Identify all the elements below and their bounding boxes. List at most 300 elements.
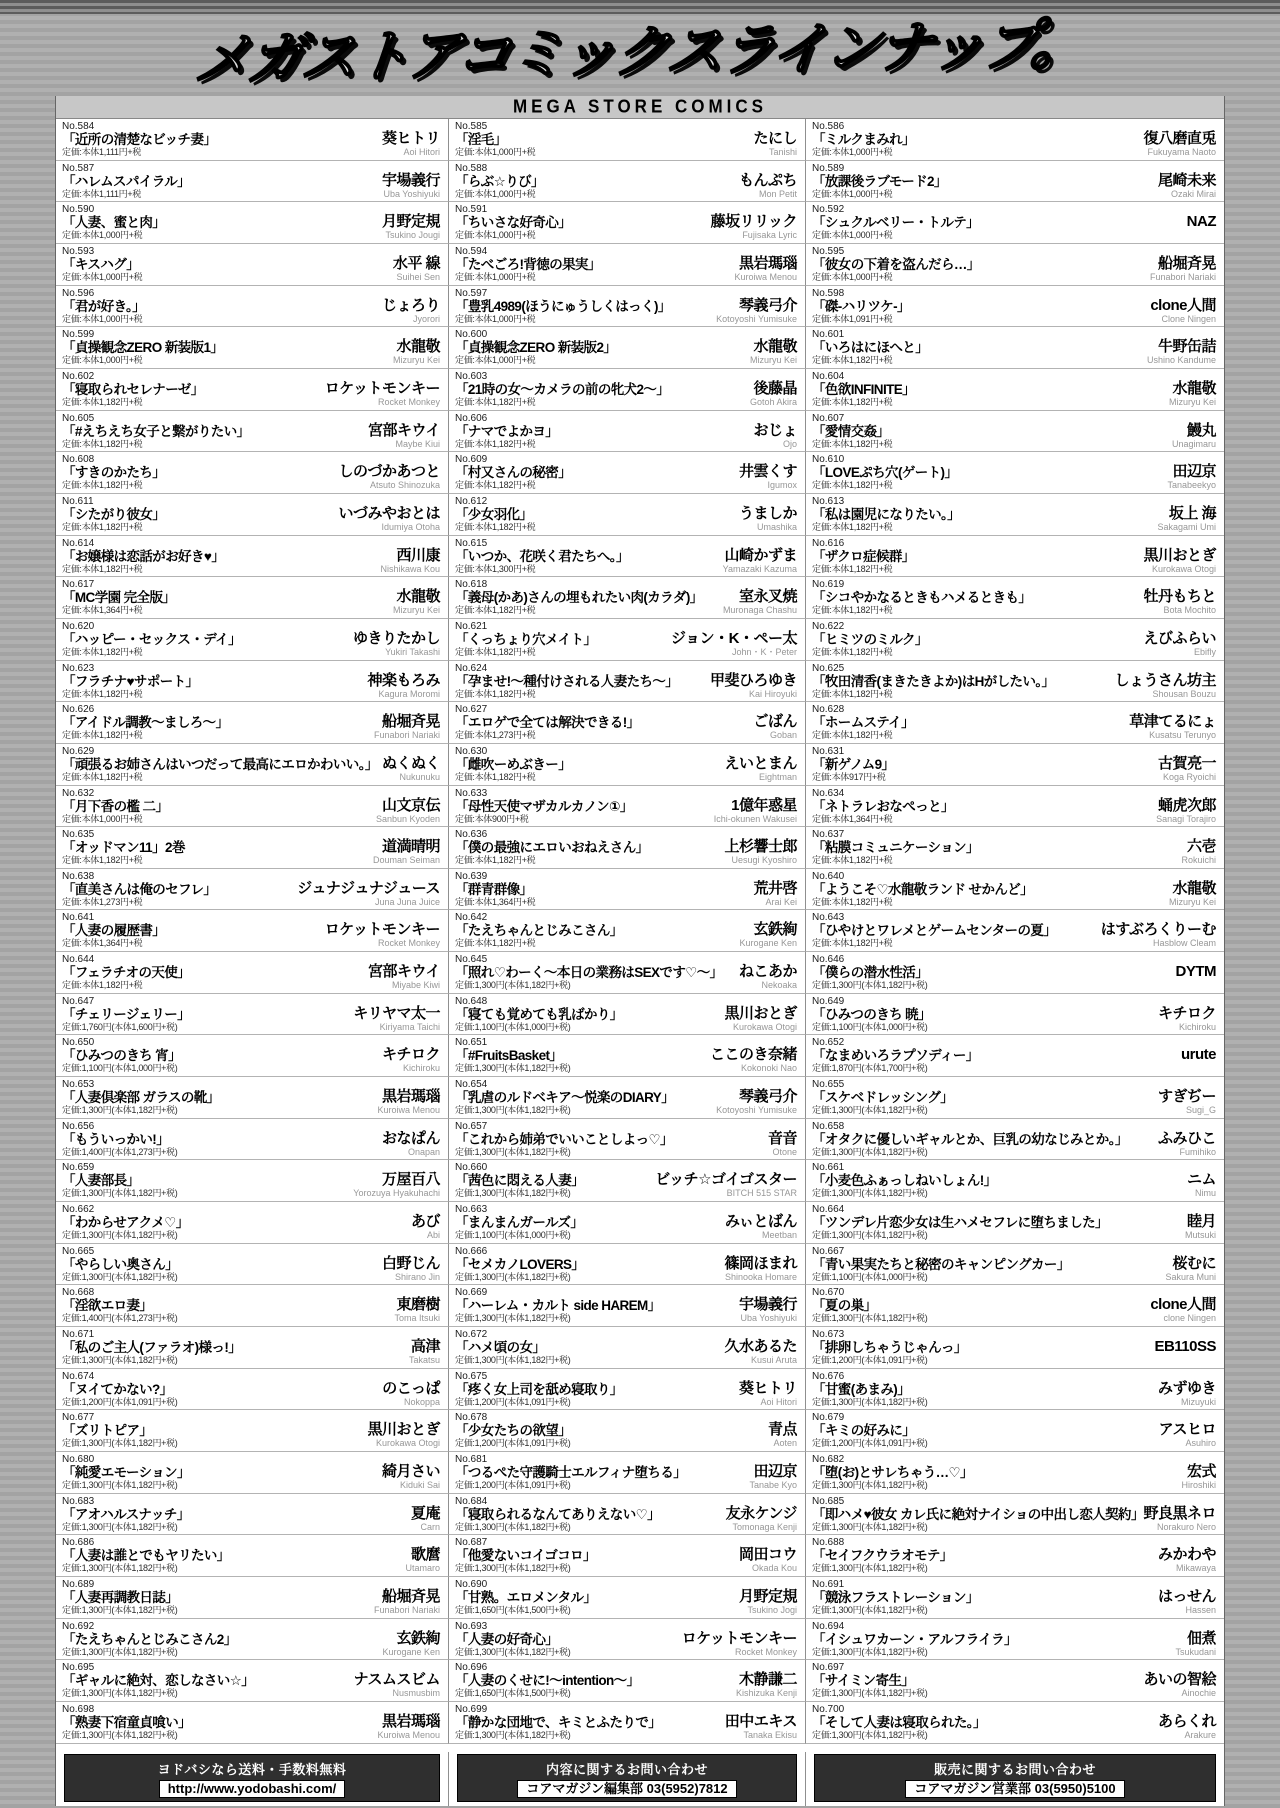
catalog-entry bbox=[448, 744, 805, 786]
entry-number: No.644 bbox=[62, 954, 95, 966]
catalog-entry bbox=[805, 286, 1224, 328]
entry-title: 「これから姉弟でいいことしよっ♡」 bbox=[455, 1131, 673, 1147]
entry-number: No.642 bbox=[455, 912, 488, 924]
entry-price: 定価:本体1,000円+税 bbox=[455, 313, 536, 324]
entry-price: 定価:1,100円(本体1,000円+税) bbox=[62, 1063, 178, 1074]
entry-author-romaji: Tanabe Kyo bbox=[749, 1480, 797, 1490]
entry-author: キリヤマ太一 bbox=[353, 1004, 440, 1022]
entry-price: 定価:1,300円(本体1,182円+税) bbox=[455, 1521, 571, 1532]
entry-title: 「ツンデレ片恋少女は生ハメセフレに堕ちました」 bbox=[812, 1215, 1108, 1231]
entry-number: No.599 bbox=[62, 329, 95, 341]
catalog-entry bbox=[56, 619, 448, 661]
entry-price: 定価:本体1,000円+税 bbox=[455, 188, 536, 199]
entry-title: 「義母(かあ)さんの埋もれたい肉(カラダ)」 bbox=[455, 590, 703, 606]
catalog-entry bbox=[56, 202, 448, 244]
entry-price: 定価:本体1,182円+税 bbox=[455, 396, 536, 407]
entry-title: 「なまめいろラプソディー」 bbox=[812, 1048, 979, 1064]
entry-number: No.694 bbox=[812, 1620, 845, 1632]
catalog-entry bbox=[448, 411, 805, 453]
entry-author: 室永叉焼 bbox=[738, 588, 797, 606]
entry-author: 音音 bbox=[767, 1129, 797, 1147]
entry-price: 定価:本体1,182円+税 bbox=[455, 438, 536, 449]
yodobashi-label: ヨドバシなら送料・手数料無料 bbox=[157, 1761, 347, 1777]
entry-number: No.675 bbox=[455, 1370, 488, 1382]
entry-author: 月野定規 bbox=[381, 213, 440, 231]
entry-author-romaji: Shirano Jin bbox=[394, 1271, 440, 1282]
entry-title: 「たべごろ!背徳の果実」 bbox=[455, 256, 601, 272]
entry-price: 定価:1,300円(本体1,182円+税) bbox=[812, 1521, 928, 1532]
catalog-entry bbox=[805, 1327, 1224, 1369]
entry-author-romaji: Bota Mochito bbox=[1163, 605, 1216, 616]
entry-price: 定価:1,300円(本体1,182円+税) bbox=[812, 1146, 928, 1157]
entry-author-romaji: Kurogane Ken bbox=[739, 938, 797, 949]
entry-title: 「青い果実たちと秘密のキャンピングカー」 bbox=[812, 1256, 1070, 1272]
entry-title: 「いつか、花咲く君たちへ。」 bbox=[455, 548, 629, 564]
entry-price: 定価:本体1,364円+税 bbox=[62, 938, 143, 949]
entry-title: 「照れ♡わーく〜本日の業務はSEXです♡〜」 bbox=[455, 965, 723, 981]
entry-title: 「シュクルベリー・トルテ」 bbox=[812, 215, 980, 231]
entry-price: 定価:1,200円(本体1,091円+税) bbox=[812, 1355, 928, 1366]
entry-author: clone人間 bbox=[1150, 1296, 1216, 1314]
entry-price: 定価:1,650円(本体1,500円+税) bbox=[455, 1604, 571, 1615]
entry-author-romaji: clone Ningen bbox=[1163, 1313, 1216, 1324]
catalog-entry bbox=[805, 1369, 1224, 1411]
entry-title: 「雌吹ーめぶきー」 bbox=[455, 756, 572, 772]
catalog-entry bbox=[56, 869, 448, 911]
entry-number: No.629 bbox=[62, 745, 95, 757]
catalog-entry bbox=[805, 827, 1224, 869]
entry-title: 「キミの好みに」 bbox=[812, 1423, 916, 1439]
entry-author: 山文京伝 bbox=[381, 796, 440, 814]
entry-author-romaji: Rocket Monkey bbox=[734, 1646, 797, 1657]
entry-author: clone人間 bbox=[1150, 296, 1216, 314]
entry-price: 定価:本体1,000円+税 bbox=[812, 230, 893, 241]
entry-number: No.624 bbox=[455, 662, 488, 674]
entry-price: 定価:本体1,182円+税 bbox=[812, 688, 893, 699]
entry-number: No.680 bbox=[62, 1454, 95, 1465]
footer-bar bbox=[56, 1752, 1224, 1806]
entry-number: No.640 bbox=[812, 870, 845, 882]
entry-author: 神楽もろみ bbox=[367, 671, 440, 689]
entry-title: 「少女たちの欲望」 bbox=[455, 1423, 572, 1439]
entry-author: 尾崎未来 bbox=[1157, 171, 1216, 189]
catalog-entry bbox=[805, 1702, 1224, 1744]
entry-number: No.656 bbox=[62, 1120, 95, 1132]
entry-author: みかわや bbox=[1157, 1546, 1216, 1564]
catalog-entry bbox=[56, 1452, 448, 1494]
catalog-entry bbox=[448, 1660, 805, 1702]
entry-author: 道満晴明 bbox=[381, 838, 440, 856]
entry-title: 「私は園児になりたい。」 bbox=[812, 506, 961, 522]
entry-author-romaji: Douman Seiman bbox=[372, 855, 440, 866]
entry-author-romaji: Abi bbox=[426, 1230, 440, 1241]
entry-author: 田中エキス bbox=[724, 1712, 797, 1730]
entry-price: 定価:1,100円(本体1,000円+税) bbox=[455, 1230, 571, 1241]
entry-price: 定価:本体1,182円+税 bbox=[62, 521, 143, 532]
entry-price: 定価:本体1,000円+税 bbox=[812, 147, 893, 157]
entry-number: No.641 bbox=[62, 912, 95, 924]
entry-number: No.593 bbox=[62, 245, 95, 257]
entry-number: No.633 bbox=[455, 787, 488, 799]
entry-price: 定価:1,300円(本体1,182円+税) bbox=[62, 1188, 178, 1199]
entry-number: No.673 bbox=[812, 1329, 845, 1341]
catalog-entry bbox=[448, 910, 805, 952]
entry-number: No.660 bbox=[455, 1162, 488, 1174]
entry-number: No.687 bbox=[455, 1537, 488, 1549]
entry-author-romaji: Hasblow Cleam bbox=[1152, 938, 1216, 949]
catalog-entry bbox=[448, 702, 805, 744]
catalog-entry bbox=[56, 1035, 448, 1077]
catalog-entry bbox=[56, 494, 448, 536]
entry-title: 「乳虐のルドベキア〜悦楽のDIARY」 bbox=[455, 1090, 675, 1106]
entry-price: 定価:本体900円+税 bbox=[455, 813, 529, 824]
entry-title: 「チェリージェリー」 bbox=[62, 1006, 191, 1022]
entry-price: 定価:本体1,182円+税 bbox=[62, 480, 143, 491]
entry-author: アスヒロ bbox=[1158, 1421, 1216, 1439]
entry-price: 定価:本体1,182円+税 bbox=[62, 771, 143, 782]
entry-author-romaji: Unagimaru bbox=[1171, 438, 1216, 449]
entry-author-romaji: Hiroshiki bbox=[1181, 1480, 1216, 1490]
entry-title: 「ハーレム・カルト side HAREM」 bbox=[455, 1298, 661, 1314]
sales-contact-phone: コアマガジン営業部 03(5950)5100 bbox=[905, 1780, 1124, 1798]
catalog-entry bbox=[56, 786, 448, 828]
entry-author-romaji: Kiriyama Taichi bbox=[379, 1021, 440, 1032]
entry-title: 「淫毛」 bbox=[455, 132, 507, 147]
entry-author: 青点 bbox=[767, 1421, 797, 1439]
entry-number: No.672 bbox=[455, 1329, 488, 1341]
entry-title: 「彼女の下着を盗んだら…」 bbox=[812, 256, 980, 272]
entry-title: 「堕(お)とサレちゃう…♡」 bbox=[812, 1465, 973, 1480]
entry-author: 佃煮 bbox=[1186, 1629, 1216, 1647]
entry-price: 定価:1,300円(本体1,182円+税) bbox=[455, 1146, 571, 1157]
entry-title: 「僕の最強にエロいおねえさん」 bbox=[455, 840, 649, 856]
entry-title: 「熟妻下宿童貞喰い」 bbox=[62, 1714, 191, 1730]
entry-number: No.681 bbox=[455, 1454, 488, 1465]
entry-author: すぎぢー bbox=[1157, 1088, 1216, 1106]
catalog-entry bbox=[448, 869, 805, 911]
catalog-entry bbox=[805, 1244, 1224, 1286]
catalog-entry bbox=[448, 452, 805, 494]
catalog-entry bbox=[56, 744, 448, 786]
catalog-entry bbox=[56, 994, 448, 1036]
entry-title: 「月下香の檻 二」 bbox=[62, 798, 169, 814]
entry-title: 「らぶ☆りび」 bbox=[455, 173, 544, 189]
entry-number: No.616 bbox=[812, 537, 845, 549]
catalog-entry bbox=[56, 577, 448, 619]
entry-title: 「つるぺた守護騎士エルフィナ堕ちる」 bbox=[455, 1465, 687, 1480]
entry-author-romaji: Fukuyama Naoto bbox=[1147, 147, 1216, 157]
entry-title: 「君が好き。」 bbox=[62, 298, 146, 314]
entry-number: No.683 bbox=[62, 1495, 95, 1507]
entry-author: 水龍敬 bbox=[1172, 379, 1216, 397]
entry-number: No.690 bbox=[455, 1578, 488, 1590]
entry-author-romaji: Uesugi Kyoshiro bbox=[731, 855, 797, 866]
entry-number: No.619 bbox=[812, 579, 845, 591]
entry-number: No.664 bbox=[812, 1204, 845, 1216]
catalog-entry bbox=[805, 1119, 1224, 1161]
entry-number: No.610 bbox=[812, 454, 845, 466]
entry-title: 「イシュワカーン・アルフライラ」 bbox=[812, 1631, 1017, 1647]
entry-author: おなぱん bbox=[381, 1129, 440, 1147]
editorial-contact-phone: コアマガジン編集部 03(5952)7812 bbox=[517, 1780, 736, 1798]
entry-author: ビッチ☆ゴイゴスター bbox=[655, 1171, 797, 1189]
entry-title: 「人妻の履歴書」 bbox=[62, 923, 166, 939]
entry-author: ねこあか bbox=[738, 963, 797, 981]
entry-title: 「近所の清楚なビッチ妻」 bbox=[62, 132, 217, 147]
entry-title: 「ネトラレおなぺっと」 bbox=[812, 798, 954, 814]
catalog-entry bbox=[448, 786, 805, 828]
entry-number: No.618 bbox=[455, 579, 488, 591]
entry-price: 定価:1,200円(本体1,091円+税) bbox=[455, 1396, 571, 1407]
entry-price: 定価:1,300円(本体1,182円+税) bbox=[455, 1355, 571, 1366]
entry-author: 船堀斉晃 bbox=[381, 1587, 440, 1605]
catalog-entry bbox=[805, 702, 1224, 744]
catalog-entry bbox=[805, 1035, 1224, 1077]
entry-author-romaji: Kichiroku bbox=[402, 1063, 440, 1074]
catalog-entry bbox=[56, 1535, 448, 1577]
entry-author-romaji: Kurokawa Otogi bbox=[375, 1438, 440, 1449]
page-title-logo: メガストアコミックスラインナップ。 bbox=[192, 12, 1087, 91]
entry-price: 定価:本体1,111円+税 bbox=[62, 147, 142, 157]
entry-title: 「ちいさな好奇心」 bbox=[455, 215, 572, 231]
entry-price: 定価:本体1,111円+税 bbox=[62, 188, 142, 199]
entry-price: 定価:本体1,182円+税 bbox=[812, 563, 893, 574]
entry-author: あらくれ bbox=[1157, 1712, 1216, 1730]
entry-author: 黒川おとぎ bbox=[724, 1004, 797, 1022]
catalog-entry bbox=[56, 1494, 448, 1536]
catalog-entry bbox=[448, 119, 805, 161]
catalog-entry bbox=[805, 1285, 1224, 1327]
entry-author: 1億年惑星 bbox=[731, 796, 797, 814]
entry-author: 田辺京 bbox=[1172, 463, 1216, 481]
entry-author: キチロク bbox=[1157, 1004, 1216, 1022]
entry-author: urute bbox=[1181, 1046, 1216, 1064]
catalog-entry bbox=[56, 1202, 448, 1244]
catalog-entry bbox=[448, 1494, 805, 1536]
entry-number: No.621 bbox=[455, 620, 488, 632]
entry-price: 定価:本体1,182円+税 bbox=[812, 480, 893, 491]
entry-author: 歌麿 bbox=[410, 1546, 440, 1564]
entry-number: No.689 bbox=[62, 1578, 95, 1590]
catalog-entry bbox=[805, 494, 1224, 536]
entry-author: のこっぱ bbox=[382, 1379, 440, 1397]
entry-title: 「新ゲノム9」 bbox=[812, 756, 895, 772]
entry-number: No.668 bbox=[62, 1287, 95, 1299]
entry-author-romaji: Umashika bbox=[756, 521, 797, 532]
entry-price: 定価:1,870円(本体1,700円+税) bbox=[812, 1063, 928, 1074]
footer-sales-section bbox=[805, 1752, 1224, 1806]
entry-author: 野良黒ネロ bbox=[1143, 1504, 1216, 1522]
entry-number: No.602 bbox=[62, 370, 95, 382]
entry-number: No.595 bbox=[812, 245, 845, 257]
entry-author-romaji: Ozaki Mirai bbox=[1170, 188, 1216, 199]
entry-author-romaji: Koga Ryoichi bbox=[1162, 771, 1216, 782]
entry-author-romaji: Nokoppa bbox=[403, 1396, 440, 1407]
catalog-entry bbox=[448, 202, 805, 244]
entry-author-romaji: Fujisaka Lyric bbox=[742, 230, 797, 241]
catalog-entry bbox=[448, 286, 805, 328]
entry-author-romaji: Toma Itsuki bbox=[394, 1313, 440, 1324]
entry-author-romaji: Tomonaga Kenji bbox=[732, 1521, 797, 1532]
entry-author: えびふらい bbox=[1143, 629, 1216, 647]
entry-author-romaji: Nekoaka bbox=[761, 980, 797, 991]
entry-number: No.632 bbox=[62, 787, 95, 799]
catalog-entry bbox=[805, 369, 1224, 411]
entry-title: 「村又さんの秘密」 bbox=[455, 465, 572, 481]
entry-author: 上杉響士郎 bbox=[724, 838, 797, 856]
entry-price: 定価:1,400円(本体1,273円+税) bbox=[62, 1146, 178, 1157]
entry-number: No.638 bbox=[62, 870, 95, 882]
entry-author: 葵ヒトリ bbox=[738, 1379, 797, 1397]
entry-number: No.609 bbox=[455, 454, 488, 466]
entry-number: No.645 bbox=[455, 954, 488, 966]
catalog-entry bbox=[448, 1369, 805, 1411]
entry-author-romaji: Kuroiwa Menou bbox=[734, 271, 797, 282]
entry-number: No.648 bbox=[455, 995, 488, 1007]
entry-author: ごばん bbox=[753, 713, 797, 731]
entry-author-romaji: Kuroiwa Menou bbox=[377, 1105, 440, 1116]
entry-title: 「ザクロ症候群」 bbox=[812, 548, 915, 564]
yodobashi-box bbox=[64, 1754, 440, 1802]
entry-author: いづみやおとは bbox=[338, 504, 440, 522]
entry-number: No.608 bbox=[62, 454, 95, 466]
catalog-entry bbox=[805, 744, 1224, 786]
catalog-entry bbox=[805, 1410, 1224, 1452]
entry-title: 「人妻部長」 bbox=[62, 1173, 140, 1189]
entry-price: 定価:1,300円(本体1,182円+税) bbox=[455, 1063, 571, 1074]
entry-number: No.693 bbox=[455, 1620, 488, 1632]
entry-price: 定価:本体1,182円+税 bbox=[455, 771, 536, 782]
entry-author-romaji: Ichi-okunen Wakusei bbox=[713, 813, 797, 824]
entry-title: 「キスハグ」 bbox=[62, 256, 140, 272]
entry-title: 「人妻の好奇心」 bbox=[455, 1631, 559, 1647]
entry-number: No.594 bbox=[455, 245, 488, 257]
entry-author: 牛野缶詰 bbox=[1157, 338, 1216, 356]
entry-author: EB110SS bbox=[1154, 1338, 1216, 1356]
entry-number: No.669 bbox=[455, 1287, 488, 1299]
entry-price: 定価:1,100円(本体1,000円+税) bbox=[812, 1021, 928, 1032]
entry-author-romaji: Mutsuki bbox=[1184, 1230, 1216, 1241]
catalog-entry bbox=[56, 910, 448, 952]
entry-author: ここのき奈緒 bbox=[709, 1046, 797, 1064]
entry-price: 定価:本体1,182円+税 bbox=[812, 730, 893, 741]
entry-author-romaji: Igumox bbox=[767, 480, 797, 491]
entry-number: No.596 bbox=[62, 287, 95, 299]
entry-number: No.692 bbox=[62, 1620, 95, 1632]
catalog-entry bbox=[56, 1119, 448, 1161]
catalog-entry bbox=[56, 536, 448, 578]
entry-number: No.696 bbox=[455, 1662, 488, 1674]
entry-price: 定価:1,300円(本体1,182円+税) bbox=[62, 1355, 178, 1366]
entry-price: 定価:1,300円(本体1,182円+税) bbox=[62, 1604, 178, 1615]
entry-price: 定価:1,200円(本体1,091円+税) bbox=[455, 1480, 571, 1490]
entry-price: 定価:1,300円(本体1,182円+税) bbox=[62, 1480, 178, 1490]
entry-number: No.651 bbox=[455, 1037, 488, 1049]
entry-author: ロケットモンキー bbox=[324, 921, 440, 939]
entry-number: No.620 bbox=[62, 620, 95, 632]
catalog-grid bbox=[56, 119, 1224, 1744]
entry-author-romaji: Carn bbox=[420, 1521, 440, 1532]
entry-title: 「アオハルスナッチ」 bbox=[62, 1506, 190, 1522]
entry-author: ジュナジュナジュース bbox=[297, 879, 440, 897]
entry-price: 定価:本体1,000円+税 bbox=[455, 230, 536, 241]
entry-price: 定価:1,650円(本体1,500円+税) bbox=[455, 1688, 571, 1699]
entry-author-romaji: Suihei Sen bbox=[396, 271, 440, 282]
entry-number: No.597 bbox=[455, 287, 488, 299]
entry-number: No.612 bbox=[455, 495, 488, 507]
entry-number: No.686 bbox=[62, 1537, 95, 1549]
entry-price: 定価:1,300円(本体1,182円+税) bbox=[62, 1688, 178, 1699]
entry-number: No.605 bbox=[62, 412, 95, 424]
entry-number: No.592 bbox=[812, 204, 845, 216]
entry-title: 「MC学園 完全版」 bbox=[62, 590, 176, 606]
entry-price: 定価:本体1,182円+税 bbox=[455, 605, 536, 616]
entry-number: No.679 bbox=[812, 1412, 845, 1424]
entry-number: No.695 bbox=[62, 1662, 95, 1674]
entry-author: 蛹虎次郎 bbox=[1157, 796, 1216, 814]
entry-author: ふみひこ bbox=[1157, 1129, 1216, 1147]
entry-price: 定価:本体1,182円+税 bbox=[455, 855, 536, 866]
entry-price: 定価:本体1,000円+税 bbox=[62, 230, 143, 241]
entry-author-romaji: Nusmusbim bbox=[392, 1688, 440, 1699]
entry-number: No.637 bbox=[812, 829, 845, 841]
entry-title: 「いろはにほへと」 bbox=[812, 340, 929, 356]
entry-title: 「人妻再調教日誌」 bbox=[62, 1589, 179, 1605]
entry-number: No.634 bbox=[812, 787, 845, 799]
entry-author-romaji: Rocket Monkey bbox=[377, 938, 440, 949]
entry-number: No.617 bbox=[62, 579, 95, 591]
entry-author: ジョン・K・ペー太 bbox=[670, 629, 797, 647]
catalog-entry bbox=[56, 1577, 448, 1619]
entry-number: No.588 bbox=[455, 162, 488, 174]
entry-number: No.676 bbox=[812, 1370, 845, 1382]
entry-author-romaji: Sanagi Torajiro bbox=[1156, 813, 1216, 824]
catalog-entry bbox=[56, 1160, 448, 1202]
entry-author: みずゆき bbox=[1157, 1379, 1216, 1397]
entry-author-romaji: Hassen bbox=[1185, 1604, 1216, 1615]
catalog-entry bbox=[56, 1702, 448, 1744]
entry-title: 「#FruitsBasket」 bbox=[455, 1048, 563, 1064]
entry-number: No.655 bbox=[812, 1079, 845, 1091]
catalog-entry bbox=[805, 577, 1224, 619]
entry-author-romaji: Nukunuku bbox=[399, 771, 440, 782]
entry-title: 「すきのかたち」 bbox=[62, 465, 166, 481]
catalog-entry bbox=[56, 827, 448, 869]
entry-price: 定価:1,300円(本体1,182円+税) bbox=[812, 1230, 928, 1241]
entry-author: 夏庵 bbox=[410, 1504, 440, 1522]
entry-author: 友永ケンジ bbox=[725, 1504, 797, 1522]
catalog-entry bbox=[448, 1202, 805, 1244]
entry-author: 荒井啓 bbox=[753, 879, 797, 897]
entry-title: 「ハレムスパイラル」 bbox=[62, 173, 191, 189]
entry-title: 「21時の女〜カメラの前の牝犬2〜」 bbox=[455, 381, 670, 397]
entry-number: No.685 bbox=[812, 1495, 845, 1507]
entry-author: 六壱 bbox=[1186, 838, 1216, 856]
entry-author: 牡丹もちと bbox=[1143, 588, 1216, 606]
entry-author-romaji: Nishikawa Kou bbox=[380, 563, 440, 574]
catalog-entry bbox=[805, 1619, 1224, 1661]
entry-author: 黒岩瑪瑙 bbox=[738, 254, 797, 272]
entry-author: 黒川おとぎ bbox=[1143, 546, 1216, 564]
entry-author-romaji: Kuroiwa Menou bbox=[377, 1729, 440, 1740]
entry-number: No.615 bbox=[455, 537, 488, 549]
entry-author: 月野定規 bbox=[738, 1587, 797, 1605]
entry-author: うましか bbox=[738, 504, 797, 522]
entry-title: 「孕ませ!〜種付けされる人妻たち〜」 bbox=[455, 673, 679, 689]
catalog-entry bbox=[448, 1410, 805, 1452]
entry-author-romaji: Idumiya Otoha bbox=[381, 521, 440, 532]
entry-price: 定価:本体1,182円+税 bbox=[812, 396, 893, 407]
